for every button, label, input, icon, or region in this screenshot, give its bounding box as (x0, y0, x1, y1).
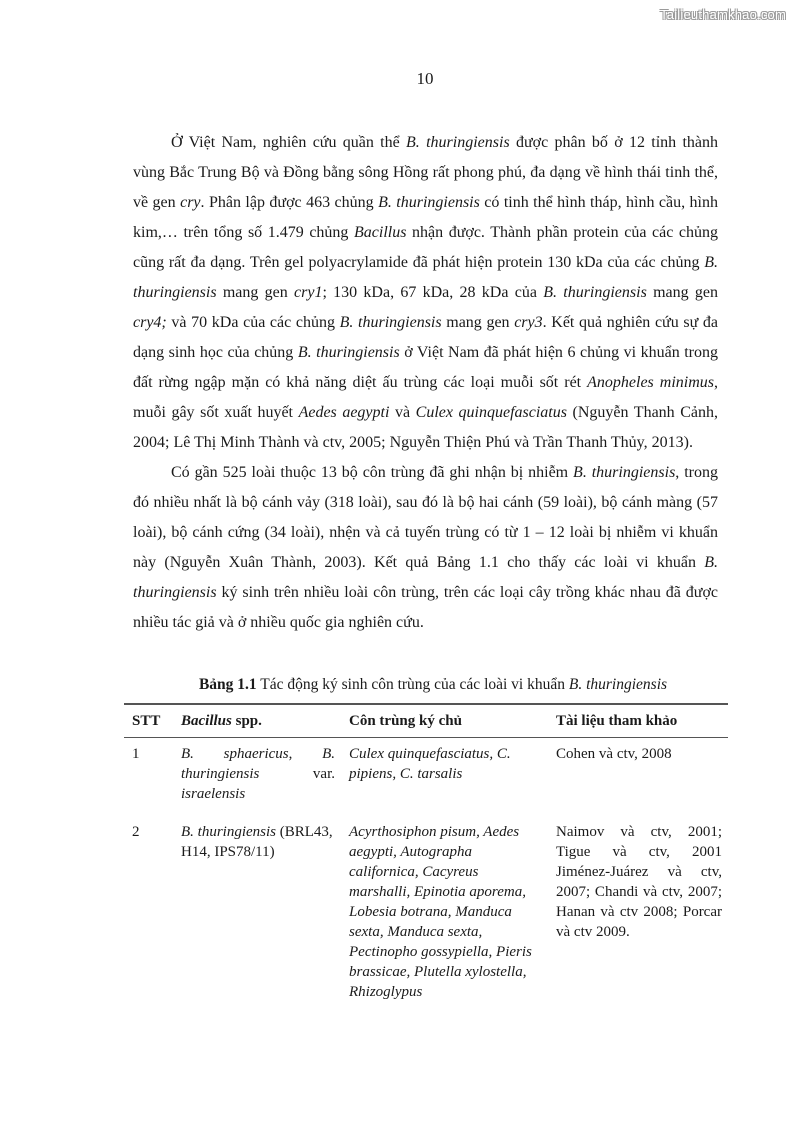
header-bacillus-genus: Bacillus (181, 713, 232, 729)
table-header-row (124, 704, 728, 738)
cell-stt: 1 (132, 746, 140, 762)
italic-run: cry3 (514, 314, 543, 331)
paragraph-1 (133, 128, 718, 458)
watermark: Tailieuthamkhao.com (660, 7, 786, 22)
text-run: mang gen (441, 314, 515, 331)
cell-ref: Naimov và ctv, 2001; Tigue và ctv, 2001 Jiménez-Juárez và ctv, 2007; Chandi và ctv, 2007; Hanan và ctv 2008; Porcar và ctv 2009. (556, 824, 722, 940)
italic-run: Aedes aegypti (298, 404, 390, 421)
italic-run: B. thuringiensis (297, 344, 400, 361)
text-run: mang gen (646, 284, 718, 301)
paragraph-2 (133, 458, 718, 638)
text-run: , trong đó nhiều nhất là bộ cánh vảy (318 loài), sau đó là bộ hai cánh (59 loài), bộ cánh màng (57 loài), bộ cánh cứng (34 loài), nhện và cả tuyến trùng có từ 1 – 12 loài bị nhiễm vi khuẩn này (Nguyễn Xuân Thành, 2003). Kết quả Bảng 1.1 cho thấy các loài vi khuẩn (133, 464, 718, 571)
text-run: mang gen (216, 284, 295, 301)
cell-bacillus (173, 738, 341, 817)
bacillus-name: B. thuringiensis (181, 746, 335, 782)
header-bacillus-spp: spp. (231, 713, 262, 729)
cell-host: Acyrthosiphon pisum, Aedes aegypti, Autographa californica, Cacyreus marshalli, Epinotia aporema, Lobesia botrana, Manduca sexta, Manduca sexta, Pectinopho gossypiella, Pieris brassicae, Plutella xylostella, Rhizoglypus (349, 824, 532, 1000)
italic-run: B. thuringiensis (543, 284, 647, 301)
italic-run: B. thuringiensis (339, 314, 442, 331)
text-run: (Nguyễn Thanh Cảnh, 2004; Lê Thị Minh Thành và ctv, 2005; Nguyễn Thiện Phú và Trần Thanh Thủy, 2013). (133, 404, 719, 451)
header-ref: Tài liệu tham khảo (548, 704, 728, 738)
bacillus-sep: , (288, 746, 323, 762)
table-caption-species: B. thuringiensis (568, 676, 668, 693)
text-run: Ở Việt Nam, nghiên cứu quần thể (171, 134, 407, 151)
italic-run: B. thuringiensis (573, 464, 676, 481)
text-run: có tinh thể hình tháp, hình cầu, hình kim,… trên tổng số 1.479 chủng (133, 194, 718, 241)
header-stt: STT (124, 704, 173, 738)
header-bacillus (173, 704, 341, 738)
cell-ref: Cohen và ctv, 2008 (556, 746, 672, 762)
species-table (124, 703, 728, 1014)
page-number: 10 (416, 69, 434, 88)
italic-run: cry4; (133, 314, 167, 331)
cell-host: Culex quinquefasciatus, C. pipiens, C. tarsalis (349, 746, 511, 782)
header-host: Côn trùng ký chủ (341, 704, 548, 738)
body-text (133, 128, 718, 638)
text-run: nhận được. Thành phần protein của các chủng cũng rất đa dạng. Trên gel polyacrylamide đã phát hiện protein 130 kDa của các chủng (133, 224, 718, 271)
text-run: Có gần 525 loài thuộc 13 bộ côn trùng đã ghi nhận bị nhiễm (171, 464, 574, 481)
italic-run: Anopheles minimus (587, 374, 715, 391)
bacillus-name: B. thuringiensis (181, 824, 277, 840)
bacillus-name: B. sphaericus (181, 746, 289, 762)
table-caption-text: Tác động ký sinh côn trùng của các loài vi khuẩn (256, 676, 569, 693)
text-run: ký sinh trên nhiều loài côn trùng, trên các loại cây trồng khác nhau đã được nhiều tác giả và ở nhiều quốc gia nghiên cứu. (133, 584, 718, 631)
italic-run: Culex quinquefasciatus (415, 404, 567, 421)
bacillus-variety: israelensis (181, 786, 246, 802)
italic-run: B. thuringiensis (133, 554, 718, 601)
cell-bacillus (173, 816, 341, 1014)
text-run: và 70 kDa của các chủng (166, 314, 340, 331)
text-run: , muỗi gây sốt xuất huyết (133, 374, 719, 421)
italic-run: Bacillus (354, 224, 407, 241)
italic-run: B. thuringiensis (378, 194, 480, 211)
text-run: và (389, 404, 416, 421)
bacillus-strains: (BRL43, H14, IPS78/11) (181, 824, 333, 860)
table-caption (0, 676, 794, 694)
italic-run: cry (180, 194, 201, 211)
italic-run: cry1 (294, 284, 323, 301)
text-run: ở Việt Nam đã phát hiện 6 chủng vi khuẩn trong đất rừng ngập mặn có khả năng diệt ấu trùng các loại muỗi sốt rét (133, 344, 718, 391)
italic-run: B. thuringiensis (406, 134, 510, 151)
table-row (124, 738, 728, 817)
cell-stt: 2 (132, 824, 140, 840)
text-run: được phân bố ở 12 tỉnh thành vùng Bắc Trung Bộ và Đồng bằng sông Hồng rất phong phú, đa dạng về hình thái tinh thể, về gen (133, 134, 719, 211)
bacillus-var: var. (259, 766, 335, 782)
text-run: . Kết quả nghiên cứu sự đa dạng sinh học của chủng (133, 314, 718, 361)
text-run: . Phân lập được 463 chủng (200, 194, 379, 211)
table-caption-label: Bảng 1.1 (198, 676, 257, 693)
italic-run: B. thuringiensis (133, 254, 718, 301)
table-row (124, 816, 728, 1014)
text-run: ; 130 kDa, 67 kDa, 28 kDa của (322, 284, 544, 301)
